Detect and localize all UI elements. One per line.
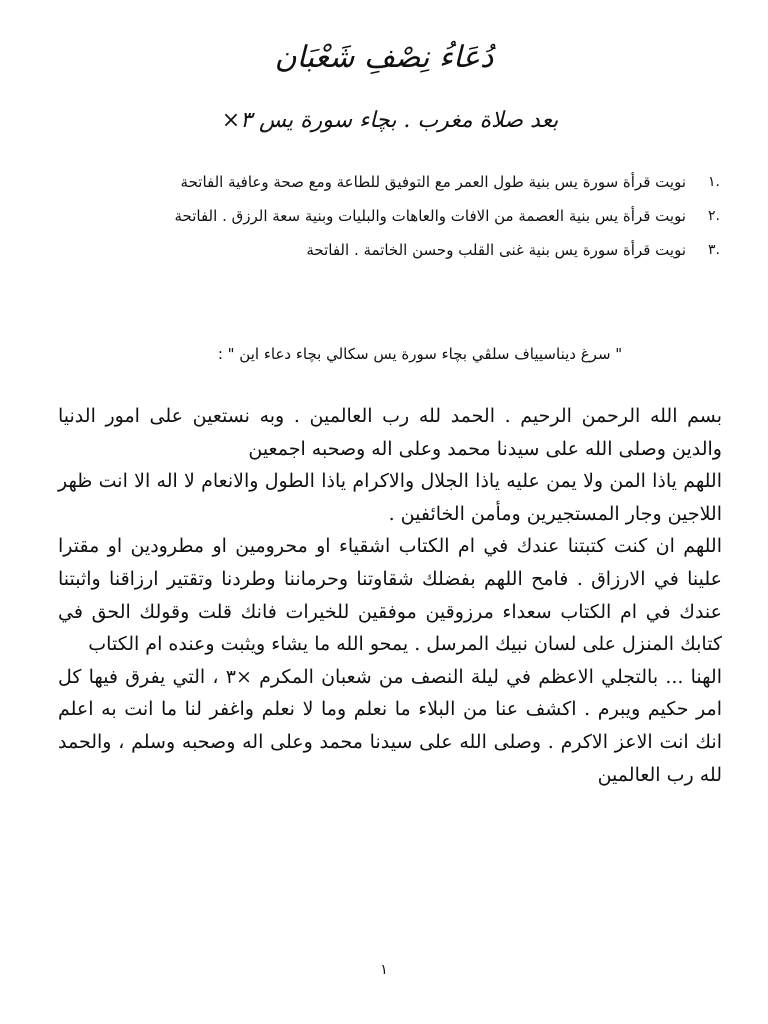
list-item (90, 204, 720, 228)
instruction-note: " سرغ ديناسيياف سلڤي بچاء سورة يس سكالي بچاء دعاء اين " : (217, 345, 623, 363)
item-number: .٢ (708, 208, 720, 224)
item-number: .١ (708, 174, 720, 190)
prayer-text (58, 400, 722, 791)
page-subtitle: بعد صلاة مغرب . بچاء سورة يس ٣× (221, 108, 559, 133)
prayer-paragraph: اللهم ان كنت كتبتنا عندك في ام الكتاب اشقياء او محرومين او مطرودين او مقترا علينا في الارزاق . فامح اللهم بفضلك شقاوتنا وحرماننا وطردنا وتقتير ارزاقنا واثبتنا عندك في ام الكتاب سعداء مرزوقين موفقين للخيرات فانك قلت وقولك الحق في كتابك المنزل على لسان نبيك المرسل . يمحو الله ما يشاء ويثبت وعنده ام الكتاب (58, 535, 722, 656)
prayer-paragraph: اللهم ياذا المن ولا يمن عليه ياذا الجلال والاكرام ياذا الطول والانعام لا اله الا انت ظهر اللاجين وجار المستجيرين ومأمن الخائفين . (58, 470, 722, 525)
prayer-paragraph: بسم الله الرحمن الرحيم . الحمد لله رب العالمين . وبه نستعين على امور الدنيا والدين وصلى الله على سيدنا محمد وعلى اله وصحبه اجمعين (58, 405, 722, 460)
item-text: نويت قرأة سورة يس بنية غنى القلب وحسن الخاتمة . الفاتحة (306, 241, 686, 259)
item-number: .٣ (708, 242, 720, 258)
list-item (90, 170, 720, 194)
item-text: نويت قرأة يس بنية العصمة من الافات والعاهات والبليات وبنية سعة الرزق . الفاتحة (174, 207, 686, 225)
item-text: نويت قرأة سورة يس بنية طول العمر مع التوفيق للطاعة ومع صحة وعافية الفاتحة (180, 173, 686, 191)
page-title: دُعَاءُ نِصْفِ شَعْبَان (274, 40, 494, 75)
prayer-paragraph: الهنا ... بالتجلي الاعظم في ليلة النصف من شعبان المكرم ×٣ ، التي يفرق فيها كل امر حكيم ويبرم . اكشف عنا من البلاء ما نعلم وما لا نعلم واغفر لنا ما انت به اعلم انك انت الاعز الاكرم . وصلى الله على سيدنا محمد وعلى اله وصحبه وسلم ، والحمد لله رب العالمين (58, 665, 722, 786)
page-number: ١ (380, 962, 388, 978)
list-item (90, 238, 720, 262)
intentions-list (90, 170, 720, 272)
